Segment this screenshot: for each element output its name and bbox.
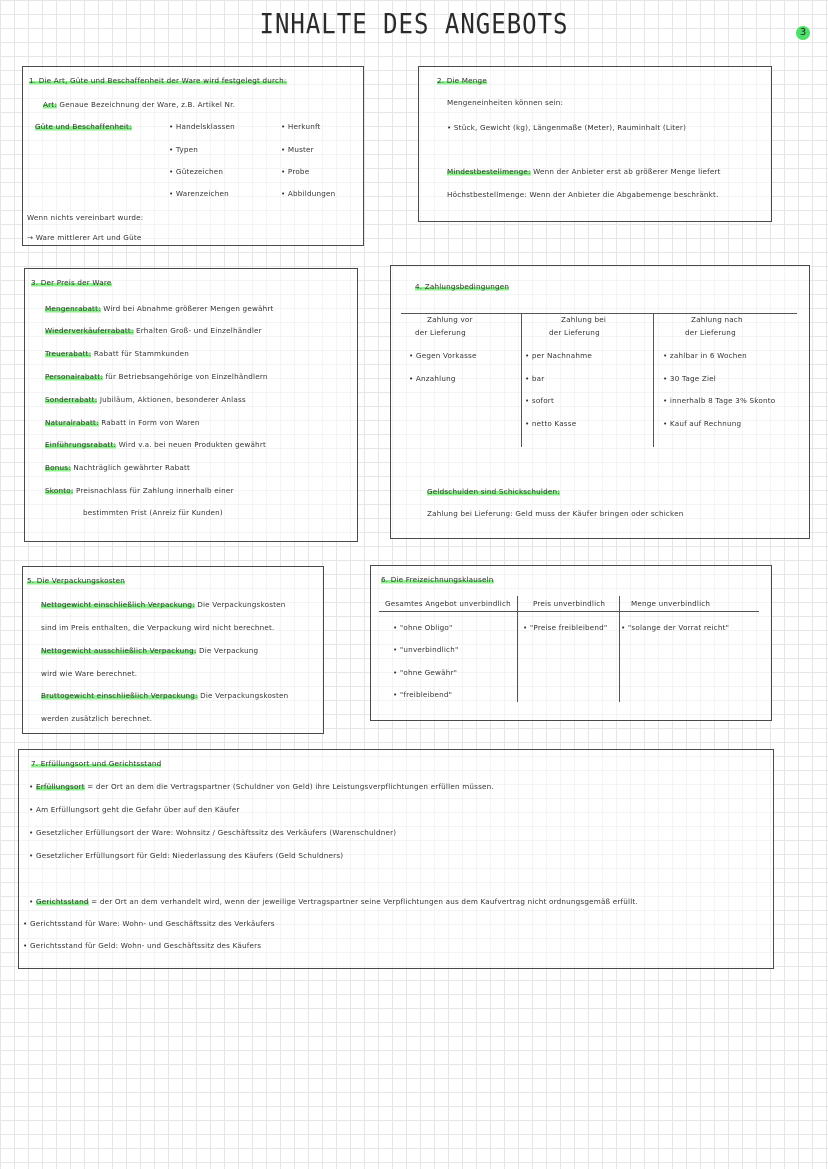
list-item: • Muster (281, 145, 314, 154)
guete-label: Güte und Beschaffenheit: (35, 122, 132, 131)
col-head: Zahlung nach (691, 315, 743, 324)
list-item: • Abbildungen (281, 189, 336, 198)
section-erfuellungsort-gerichtsstand (18, 749, 774, 969)
section-freizeichnungsklauseln (370, 565, 772, 721)
section-3-heading: 3. Der Preis der Ware (31, 278, 112, 287)
list-item: • Gütezeichen (169, 167, 224, 176)
list-item: • Anzahlung (409, 374, 456, 383)
list-item: • Gegen Vorkasse (409, 351, 477, 360)
geldschulden-text: Zahlung bei Lieferung: Geld muss der Käufer bringen oder schicken (427, 509, 684, 518)
skonto-continuation: bestimmten Frist (Anreiz für Kunden) (83, 508, 223, 517)
rabatt-item: Mengenrabatt: Wird bei Abnahme größerer Mengen gewährt (45, 304, 274, 313)
verpackung-line: wird wie Ware berechnet. (41, 669, 138, 678)
erfuellungsort-def: • Erfüllungsort = der Ort an dem die Vertragspartner (Schuldner von Geld) ihre Leistungsverpflichtungen erfüllen müssen. (29, 782, 494, 791)
list-item: • 30 Tage Ziel (663, 374, 716, 383)
erfuellungsort-item: • Am Erfüllungsort geht die Gefahr über auf den Käufer (29, 805, 240, 814)
list-item: • innerhalb 8 Tage 3% Skonto (663, 396, 776, 405)
section-6-heading: 6. Die Freizeichnungsklauseln (381, 575, 494, 584)
menge-line-1: Mengeneinheiten können sein: (447, 98, 564, 107)
page-number-badge: 3 (796, 26, 810, 40)
rabatt-item: Wiederverkäuferrabatt: Erhalten Groß- und Einzelhändler (45, 326, 262, 335)
rabatt-item: Treuerabatt: Rabatt für Stammkunden (45, 349, 190, 358)
column-divider (517, 596, 518, 702)
section-art-guete (22, 66, 364, 246)
hoechstbestellmenge: Höchstbestellmenge: Wenn der Anbieter die Abgabemenge beschränkt. (447, 190, 719, 199)
verpackung-line: werden zusätzlich berechnet. (41, 714, 153, 723)
rabatt-item: Sonderrabatt: Jubiläum, Aktionen, besonderer Anlass (45, 395, 246, 404)
table-header-rule (379, 611, 759, 612)
section-zahlungsbedingungen (390, 265, 810, 539)
rabatt-item: Bonus: Nachträglich gewährter Rabatt (45, 463, 191, 472)
col-head: Menge unverbindlich (631, 599, 711, 608)
section-menge (418, 66, 772, 222)
menge-line-2: • Stück, Gewicht (kg), Längenmaße (Meter), Rauminhalt (Liter) (447, 123, 687, 132)
note-text: Wenn nichts vereinbart wurde: (27, 213, 144, 222)
col-head: Preis unverbindlich (533, 599, 606, 608)
column-divider (619, 596, 620, 702)
gerichtsstand-item: • Gerichtsstand für Ware: Wohn- und Geschäftssitz des Verkäufers (23, 919, 275, 928)
list-item: • Warenzeichen (169, 189, 229, 198)
col-head: der Lieferung (685, 328, 736, 337)
mindestbestellmenge: Mindestbestellmenge: Wenn der Anbieter erst ab größerer Menge liefert (447, 167, 721, 176)
list-item: • Probe (281, 167, 310, 176)
gerichtsstand-item: • Gerichtsstand für Geld: Wohn- und Geschäftssitz des Käufers (23, 941, 262, 950)
section-4-heading: 4. Zahlungsbedingungen (415, 282, 510, 291)
geldschulden-label: Geldschulden sind Schickschulden: (427, 487, 560, 496)
list-item: • per Nachnahme (525, 351, 592, 360)
gerichtsstand-def: • Gerichtsstand = der Ort an dem verhandelt wird, wenn der jeweilige Vertragspartner seine Verpflichtungen aus dem Kaufvertrag nicht ordnungsgemäß erfüllt. (29, 897, 638, 906)
list-item: • Herkunft (281, 122, 321, 131)
rabatt-item: Personalrabatt: für Betriebsangehörige von Einzelhändlern (45, 372, 268, 381)
section-verpackungskosten (22, 566, 324, 734)
section-preis (24, 268, 358, 542)
verpackung-line: Bruttogewicht einschließlich Verpackung: Die Verpackungskosten (41, 691, 289, 700)
list-item: • Kauf auf Rechnung (663, 419, 742, 428)
verpackung-line: Nettogewicht ausschließlich Verpackung: Die Verpackung (41, 646, 259, 655)
list-item: • zahlbar in 6 Wochen (663, 351, 747, 360)
verpackung-line: sind im Preis enthalten, die Verpackung wird nicht berechnet. (41, 623, 275, 632)
list-item: • Handelsklassen (169, 122, 235, 131)
list-item: • sofort (525, 396, 554, 405)
col-head: Zahlung bei (561, 315, 607, 324)
list-item: • "ohne Gewähr" (393, 668, 458, 677)
erfuellungsort-item: • Gesetzlicher Erfüllungsort der Ware: Wohnsitz / Geschäftssitz des Verkäufers (Warenschuldner) (29, 828, 397, 837)
verpackung-line: Nettogewicht einschließlich Verpackung: Die Verpackungskosten (41, 600, 286, 609)
column-divider (521, 313, 522, 447)
section-7-heading: 7. Erfüllungsort und Gerichtsstand (31, 759, 162, 768)
list-item: • "freibleibend" (393, 690, 453, 699)
list-item: • bar (525, 374, 545, 383)
section-2-heading: 2. Die Menge (437, 76, 487, 85)
art-line: Art: Genaue Bezeichnung der Ware, z.B. Artikel Nr. (43, 100, 236, 109)
table-header-rule (401, 313, 797, 314)
list-item: • Typen (169, 145, 198, 154)
col-head: der Lieferung (415, 328, 466, 337)
section-5-heading: 5. Die Verpackungskosten (27, 576, 126, 585)
list-item: • netto Kasse (525, 419, 577, 428)
column-divider (653, 313, 654, 447)
erfuellungsort-item: • Gesetzlicher Erfüllungsort für Geld: Niederlassung des Käufers (Geld Schuldners) (29, 851, 344, 860)
rabatt-item: Naturalrabatt: Rabatt in Form von Waren (45, 418, 200, 427)
col-head: der Lieferung (549, 328, 600, 337)
page-title: INHALTE DES ANGEBOTS (259, 7, 569, 41)
list-item: • "solange der Vorrat reicht" (621, 623, 730, 632)
col-head: Zahlung vor (427, 315, 473, 324)
section-1-heading: 1. Die Art, Güte und Beschaffenheit der Ware wird festgelegt durch: (29, 76, 287, 85)
list-item: • "unverbindlich" (393, 645, 459, 654)
col-head: Gesamtes Angebot unverbindlich (385, 599, 511, 608)
rabatt-item: Skonto: Preisnachlass für Zahlung innerhalb einer (45, 486, 234, 495)
rabatt-item: Einführungsrabatt: Wird v.a. bei neuen Produkten gewährt (45, 440, 266, 449)
note-result: → Ware mittlerer Art und Güte (27, 233, 142, 242)
list-item: • "Preise freibleibend" (523, 623, 608, 632)
list-item: • "ohne Obligo" (393, 623, 453, 632)
